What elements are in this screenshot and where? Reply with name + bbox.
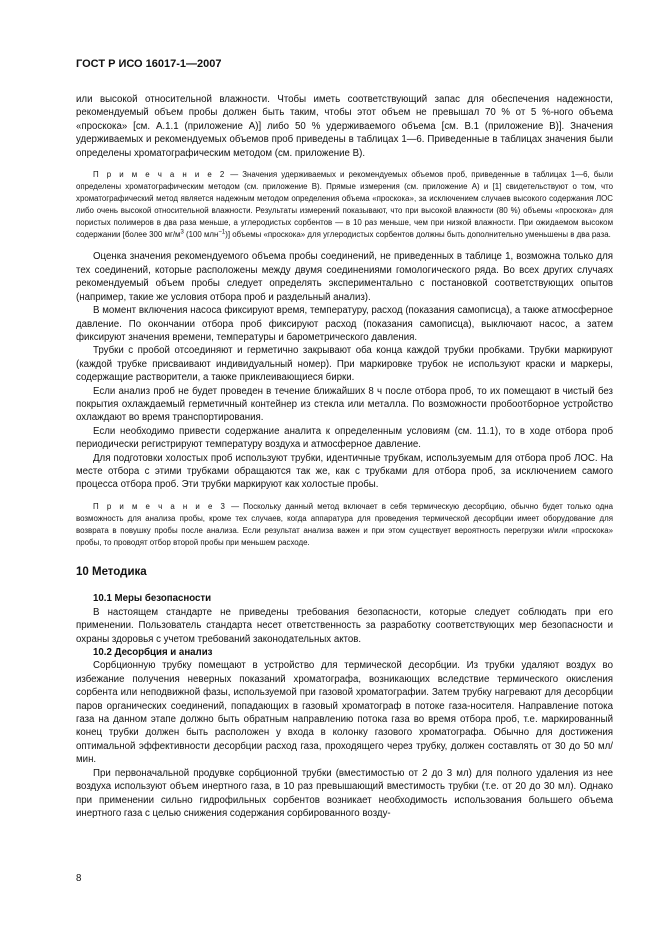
note-text: — Поскольку данный метод включает в себя термическую десорбцию, обычно будет только одна возможность для анализа пробы, кроме тех случаев, когда аппаратура для проведения термической десорбции имеет оборудование для возврата в повушку пробы после анализа. Если результат анализа важен и при этом существует вероятность перегрузки и/или «проскока» пробы, то проводят отбор второй пробы при меньшем расходе. [76, 501, 614, 547]
superscript: 3 [180, 228, 184, 235]
document-header: ГОСТ Р ИСО 16017-1—2007 [76, 58, 222, 70]
paragraph: Трубки с пробой отсоединяют и герметично закрывают оба конца каждой трубки пробками. Трубки маркируют (каждой трубке присваивают индивидуальный номер). При маркировке трубок не используют краски и маркеры, содержащие растворители, а также приклеивающиеся бирки. [76, 345, 613, 384]
page-number: 8 [76, 873, 82, 884]
note-text: )] объемы «проскока» для углеродистых сорбентов должны быть дополнительно уменьшены в два раза. [225, 229, 611, 239]
subsection-title: 10.2 Десорбция и анализ [93, 647, 213, 659]
superscript: −1 [218, 228, 226, 235]
note-text: — Значения удерживаемых и рекомендуемых объемов проб, приведенные в таблицах 1—6, были определены хроматографическим методом (см. приложение В). Прямые измерения (см. приложение А) и [1] свидетельствуют о том, что хроматографический метод является надежным методом определения объема «проскока», за исключением случаев высокого содержания ЛОС либо очень высокой относительной влажности. Результаты измерений показывают, что при высокой влажности (80 %) объемы «проскока» для пористых полимеров в два раза меньше, а углеродистых сорбентов — в 10 раз меньше, чем при низкой влажности. При ожидаемом высоком содержании [более 300 мг/м [76, 170, 613, 239]
paragraph: Если необходимо привести содержание аналита к определенным условиям (см. 11.1), то в ходе отбора проб периодически регистрируют температуру воздуха и атмосферное давление. [76, 425, 613, 451]
paragraph: Для подготовки холостых проб используют трубки, идентичные трубкам, используемым для отбора проб ЛОС. На месте отбора с этими трубками обращаются так же, как с трубками для отбора проб, за исключением самого процесса отбора проб. Эти трубки маркируют как холостые пробы. [76, 452, 613, 491]
note-label: П р и м е ч а н и е 3 [93, 501, 227, 511]
note-2 [76, 169, 613, 240]
paragraph: Если анализ проб не будет проведен в течение ближайших 8 ч после отбора проб, то их помещают в чистый без покрытия охлаждаемый герметичный контейнер из стекла или металла. По возможности пробоотборное устройство охлаждают во время транспортирования. [76, 385, 613, 424]
paragraph: В момент включения насоса фиксируют время, температуру, расход (показания самописца), а также атмосферное давление. По окончании отбора проб фиксируют расход (показания самописца), выключают насос, а затем фиксируют значения времени, температуры и барометрического давления. [76, 305, 613, 343]
subsection-title: 10.1 Меры безопасности [93, 593, 212, 605]
note-3 [76, 501, 613, 549]
paragraph: или высокой относительной влажности. Чтобы иметь соответствующий запас для обеспечения надежности, рекомендуемый объем пробы должен быть таким, чтобы этот объем не превышал 70 % от 5 %-ного объема «проскока» [см. А.1.1 (приложение А)] либо 50 % удерживаемого объема [см. В.1 (приложение В)]. Значения удерживаемых и рекомендуемых объемов проб приведены в таблицах 1—6. Приведенные в таблицах значения были определены хроматографическим методом (см. приложение В). [76, 94, 613, 159]
paragraph: При первоначальной продувке сорбционной трубки (вместимостью от 2 до 3 мл) для полного удаления из нее воздуха используют объем инертного газа, в 10 раз превышающий вместимость трубки (т.е. от 20 до 30 мл). Однако при применении сильно гидрофильных сорбентов возникает необходимость использования большего объема инертного газа с целью снижения содержания сорбированного возду- [76, 767, 613, 819]
section-title: 10 Методика [76, 566, 147, 579]
paragraph: Оценка значения рекомендуемого объема пробы соединений, не приведенных в таблице 1, возможна только для тех соединений, которые расположены между двумя соединениями гомологического ряда. Во всех других случаях рекомендуемый объем пробы следует определять экспериментально с постановкой соответствующих опытов (например, такие же условия отбора проб и раздельный анализ). [76, 251, 613, 303]
paragraph: Сорбционную трубку помещают в устройство для термической десорбции. Из трубки удаляют воздух во избежание получения неверных показаний хроматографа, возникающих вследствие термического окисления сорбента или неподвижной фазы, используемой при газовой хроматографии. Затем трубку нагревают для десорбции паров органических соединений, попадающих в газовый хроматограф в потоке газа-носителя. Направление потока газа на данном этапе должно быть обратным направлению потока газа во время отбора проб, т.е. маркированный конец трубки должен быть расположен у входа в колонку газового хроматографа. Обычно для достижения оптимальной эффективности десорбции расход газа, проходящего через трубку, должен составлять от 30 до 50 мл/мин. [76, 660, 613, 766]
document-page [76, 58, 613, 820]
paragraph: В настоящем стандарте не приведены требования безопасности, которые следует соблюдать при его применении. Пользователь стандарта несет ответственность за разработку соответствующих мер безопасности и охраны здоровья с учетом требований законодательных актов. [76, 606, 613, 645]
note-text: (100 млн [183, 229, 219, 239]
note-label: П р и м е ч а н и е 2 [93, 170, 227, 180]
